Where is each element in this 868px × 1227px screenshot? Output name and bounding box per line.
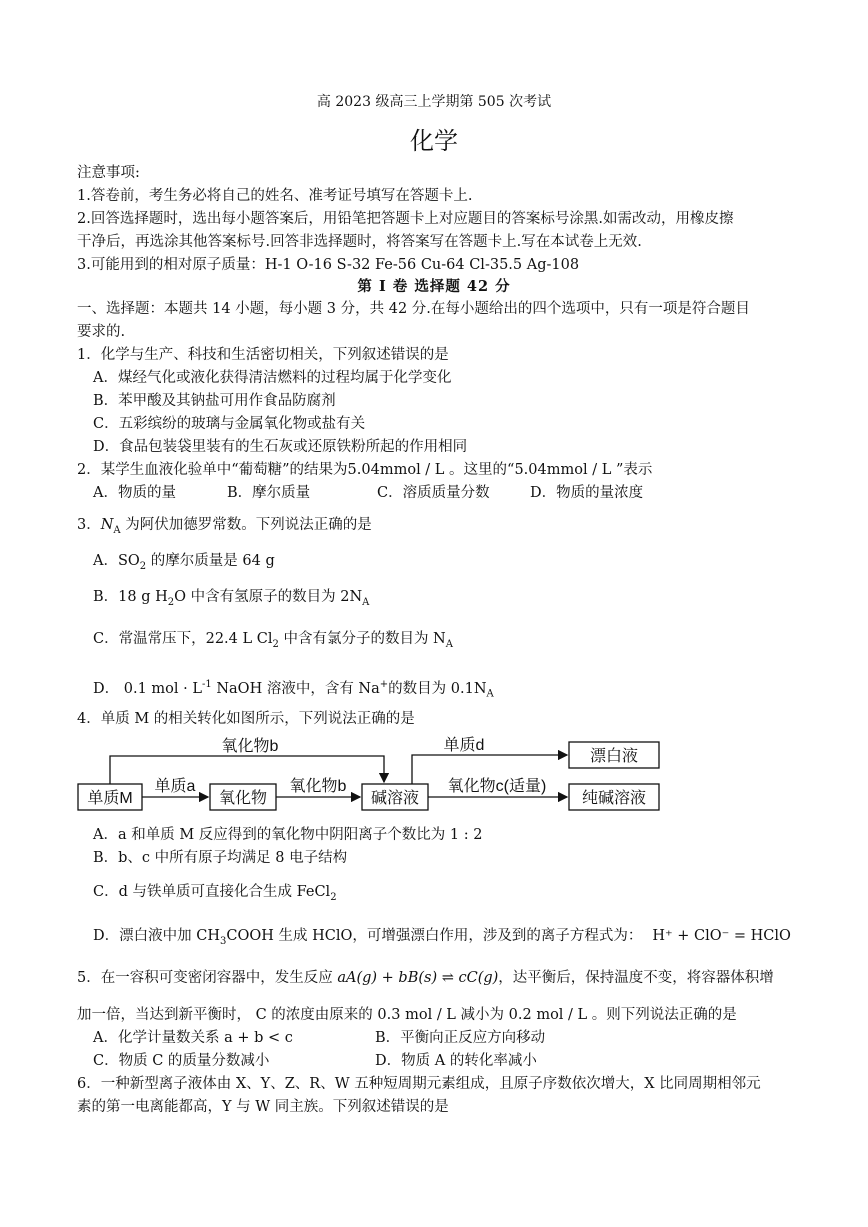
q3-na-subscript: A (113, 524, 121, 536)
q5-stem-line-2: 加一倍，当达到新平衡时， C 的浓度由原来的 0.3 mol / L 减小为 0.2 mol / L 。则下列说法正确的是 (77, 1007, 737, 1023)
q3-b-na-sub: A (362, 596, 370, 608)
q3-b-text-2: O 中含有氢原子的数目为 2N (174, 589, 363, 605)
box-m-label: 单质M (87, 790, 133, 807)
q3-c-sub: 2 (272, 638, 279, 650)
q4-option-a: A．a 和单质 M 反应得到的氧化物中阴阳离子个数比为 1 : 2 (93, 827, 483, 843)
q3-c-na-sub: A (445, 638, 453, 650)
q5-stem (77, 968, 774, 988)
q4-stem: 4．单质 M 的相关转化如图所示，下列说法正确的是 (77, 711, 415, 727)
q3-a-text-2: 的摩尔质量是 64 g (146, 553, 275, 569)
q3-stem (77, 515, 372, 541)
q5-option-b: B．平衡向正反应方向移动 (375, 1030, 546, 1046)
q4-conversion-diagram (72, 734, 668, 816)
label-d: 单质d (443, 737, 485, 754)
q1-option-d: D．食品包装袋里装有的生石灰或还原铁粉所起的作用相同 (93, 439, 468, 455)
q4-d-equation: H⁺ + ClO⁻ = HClO (652, 928, 791, 944)
q3-stem-text: 为阿伏加德罗常数。下列说法正确的是 (120, 517, 372, 533)
q4-option-d (93, 926, 791, 952)
notice-heading: 注意事项: (77, 165, 140, 181)
q3-option-c (93, 629, 453, 655)
q5-reaction: aA(g) + bB(s) ⇌ cC(g) (337, 970, 499, 986)
q1-option-a: A．煤经气化或液化获得清洁燃料的过程均属于化学变化 (93, 370, 452, 386)
label-a: 单质a (154, 778, 196, 795)
q3-d-sup: -1 (201, 679, 212, 690)
q5-option-d: D．物质 A 的转化率减小 (375, 1053, 537, 1069)
q1-option-c: C．五彩缤纷的玻璃与金属氧化物或盐有关 (93, 416, 366, 432)
q1-option-b: B．苯甲酸及其钠盐可用作食品防腐剂 (93, 393, 336, 409)
q2-option-d: D．物质的量浓度 (530, 485, 644, 501)
q2-option-c: C．溶质质量分数 (377, 485, 490, 501)
exam-title: 高 2023 级高三上学期第 505 次考试 (316, 94, 552, 110)
q3-b-sub: 2 (167, 596, 175, 608)
box-soda-label: 纯碱溶液 (581, 790, 647, 807)
q3-a-text: A．SO (93, 553, 140, 569)
box-oxide-label: 氧化物 (218, 790, 268, 807)
q4-d-text: D．漂白液中加 CH (93, 928, 220, 944)
q4-d-text-2: COOH 生成 HClO，可增强漂白作用，涉及到的离子方程式为： (226, 928, 643, 944)
notice-item-1: 1.答卷前，考生务必将自己的姓名、准考证号填写在答题卡上. (77, 188, 473, 204)
box-alkali-label: 碱溶液 (370, 790, 420, 807)
notice-item-2: 2.回答选择题时，选出每小题答案后，用铅笔把答题卡上对应题目的答案标号涂黑.如需改动，用橡皮擦 (77, 211, 734, 227)
q3-d-text: D． 0.1 mol · L (93, 680, 202, 697)
q3-d-sup-2: + (379, 679, 389, 690)
q3-d-text-2: NaOH 溶液中，含有 Na (211, 680, 380, 697)
q3-na-symbol: N (100, 517, 114, 533)
q4-option-c (93, 882, 337, 908)
q3-option-a (93, 551, 275, 577)
q6-stem-line-2: 素的第一电离能都高，Y 与 W 同主族。下列叙述错误的是 (77, 1099, 449, 1115)
q3-c-text: C．常温常压下，22.4 L Cl (93, 631, 273, 647)
section-intro-line-1: 一、选择题：本题共 14 小题，每小题 3 分，共 42 分.在每小题给出的四个选项中，只有一项是符合题目 (77, 301, 750, 317)
q5-stem-text: 5．在一容积可变密闭容器中，发生反应 (77, 970, 338, 986)
q3-a-sub: 2 (139, 560, 147, 572)
q6-stem-line-1: 6．一种新型离子液体由 X、Y、Z、R、W 五种短周期元素组成，且原子序数依次增大，X 比同周期相邻元 (77, 1076, 761, 1092)
q5-stem-text-2: ，达平衡后，保持温度不变，将容器体积增 (498, 970, 774, 986)
q3-c-text-2: 中含有氯分子的数目为 N (278, 631, 446, 647)
q2-option-a: A．物质的量 (93, 485, 176, 501)
q4-d-sub: 3 (219, 935, 227, 947)
q2-option-b: B．摩尔质量 (227, 485, 311, 501)
label-c: 氧化物c(适量) (447, 778, 547, 795)
q3-option-b (93, 587, 369, 613)
q4-c-text: C．d 与铁单质可直接化合生成 FeCl (93, 884, 331, 900)
subject-title: 化学 (410, 127, 458, 155)
q3-number: 3． (77, 517, 101, 533)
q1-stem: 1．化学与生产、科技和生活密切相关，下列叙述错误的是 (77, 347, 449, 363)
q3-d-text-3: 的数目为 0.1N (388, 680, 487, 697)
q4-option-b: B．b、c 中所有原子均满足 8 电子结构 (93, 850, 348, 866)
section-title: 第 I 卷 选择题 42 分 (357, 278, 511, 295)
notice-item-3: 3.可能用到的相对原子质量：H-1 O-16 S-32 Fe-56 Cu-64 Cl-35.5 Ag-108 (77, 257, 580, 273)
q5-option-c: C．物质 C 的质量分数减小 (93, 1053, 270, 1069)
q2-stem: 2．某学生血液化验单中“葡萄糖”的结果为5.04mmol / L 。这里的“5.04mmol / L ”表示 (77, 462, 653, 478)
q5-option-a: A．化学计量数关系 a + b < c (93, 1030, 293, 1046)
q3-b-text: B．18 g H (93, 589, 168, 605)
box-bleach-label: 漂白液 (589, 748, 639, 765)
q3-option-d (93, 675, 494, 705)
section-intro-line-2: 要求的. (77, 324, 126, 340)
q3-d-na-sub: A (486, 688, 494, 700)
label-b: 氧化物b (289, 778, 347, 795)
q4-c-sub: 2 (330, 891, 337, 903)
notice-item-2-cont: 干净后，再选涂其他答案标号.回答非选择题时，将答案写在答题卡上.写在本试卷上无效. (77, 234, 642, 250)
label-b-top: 氧化物b (221, 738, 279, 755)
